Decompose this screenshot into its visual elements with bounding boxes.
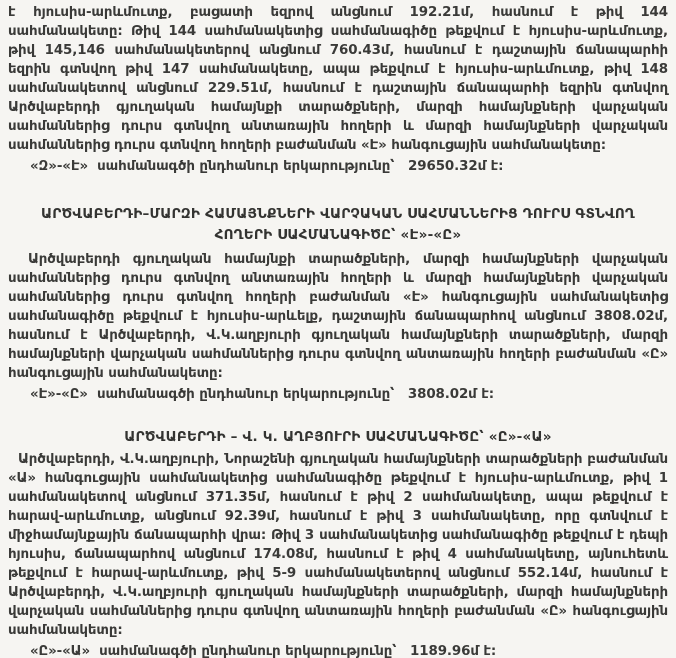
- section-heading-e-y-line2: ՀՈՂԵՐԻ ՍԱՀՄԱՆԱԳԻԾԸ՝ «Է»-«Ը»: [214, 227, 462, 243]
- section-heading-y-a: [8, 427, 668, 448]
- boundary-length-summary-y-a: «Ը»-«Ա» սահմանագծի ընդհանուր երկարությունը՝ 1189.96մ է:: [30, 644, 497, 658]
- section-heading-y-a-line1: ԱՐԾՎԱԲԵՐԴԻ – Վ. Կ. ԱՂԲՅՈՒՐԻ ՍԱՀՄԱՆԱԳԻԾԸ՝ «Ը»-«Ա»: [124, 429, 552, 445]
- boundary-description-z-e-continuation: է հյուսիս-արևմուտք, բացատի եզրով անցնում 192.21մ, հասնում է թիվ 144 սահմանակետը: Թիվ 144 սահմանակետից սահմանագիծը թեքվում է հյուսիս-արևմուտք, թիվ 145,146 սահմանակետերով անցնում 760.43մ, հասնում է դաշտային ճանապարհի եզրին գտնվող թիվ 147 սահմանակետը, ապա թեքվում է հյուսիս-արևմուտք, թիվ 148 սահմանակետով անցնում 229.51մ, հասնում է դաշտային ճանապարհի եզրին գտնվող Արծվաբերդի գյուղական համայնքի տարածքների, մարզի համայնքների վարչական սահմաններից դուրս գտնվող անտառային հողերի և մարզի համայնքների վարչական սահմաններից դուրս գտնվող հողերի բաժանման «Է» հանգուցային սահմանակետը:: [8, 5, 668, 153]
- boundary-description-e-y: Արծվաբերդի գյուղական համայնքի տարածքների, մարզի համայնքների վարչական սահմաններից դուրս գտնվող անտառային հողերի և մարզի համայնքների վարչական սահմաններից դուրս գտնվող հողերի բաժանման «Է» հանգուցային սահմանակետից սահմանագիծը թեքվում է հյուսիս-արևելք, դաշտային ճանապարհով անցնում 3808.02մ, հասնում է Արծվաբերդի, Վ.Կ.աղբյուրի գյուղական համայնքների տարածքների, մարզի համայնքների վարչական սահմաններից դուրս գտնվող անտառային հողերի բաժանման «Ը» հանգուցային սահմանակետը:: [8, 252, 668, 381]
- boundary-length-summary-z-e: «Զ»-«Է» սահմանագծի ընդհանուր երկարությունը՝ 29650.32մ է:: [30, 159, 504, 174]
- section-heading-e-y-line1: ԱՐԾՎԱԲԵՐԴԻ–ՄԱՐԶԻ ՀԱՄԱՅՆՔՆԵՐԻ ՎԱՐՉԱԿԱՆ ՍԱՀՄԱՆՆԵՐԻՑ ԴՈՒՐՍ ԳՏՆՎՈՂ: [41, 206, 635, 222]
- boundary-description-y-a: Արծվաբերդի, Վ.Կ.աղբյուրի, Նորաշենի գյուղական համայնքների տարածքների բաժանման «Ա» հանգուցային սահմանակետից սահմանագիծը թեքվում է հյուսիս-արևմուտք, թիվ 1 սահմանակետով անցնում 371.35մ, հասնում է թիվ 2 սահմանակետը, ապա թեքվում է հարավ-արևմուտք, անցնում 92.39մ, հասնում է թիվ 3 սահմանակետը, որը գտնվում է միջհամայնքային ճանապարհի վրա: Թիվ 3 սահմանակետից սահմանագիծը թեքվում է դեպի հյուսիս, ճանապարհով անցնում 174.08մ, հասնում է թիվ 4 սահմանակետը, այնուհետև թեքվում է հարավ-արևմուտք, թիվ 5-9 սահմանակետերով անցնում 552.14մ, հասնում է Արծվաբերդի, Վ.Կ.աղբյուրի գյուղական համայնքների տարածքների, մարզի համայնքների վարչական սահմաններից դուրս գտնվող անտառային հողերի բաժանման «Ը» հանգուցային սահմանակետը:: [8, 452, 668, 638]
- section-heading-e-y: [8, 204, 668, 246]
- boundary-length-summary-e-y: «Է»-«Ը» սահմանագծի ընդհանուր երկարությունը՝ 3808.02մ է:: [30, 387, 494, 402]
